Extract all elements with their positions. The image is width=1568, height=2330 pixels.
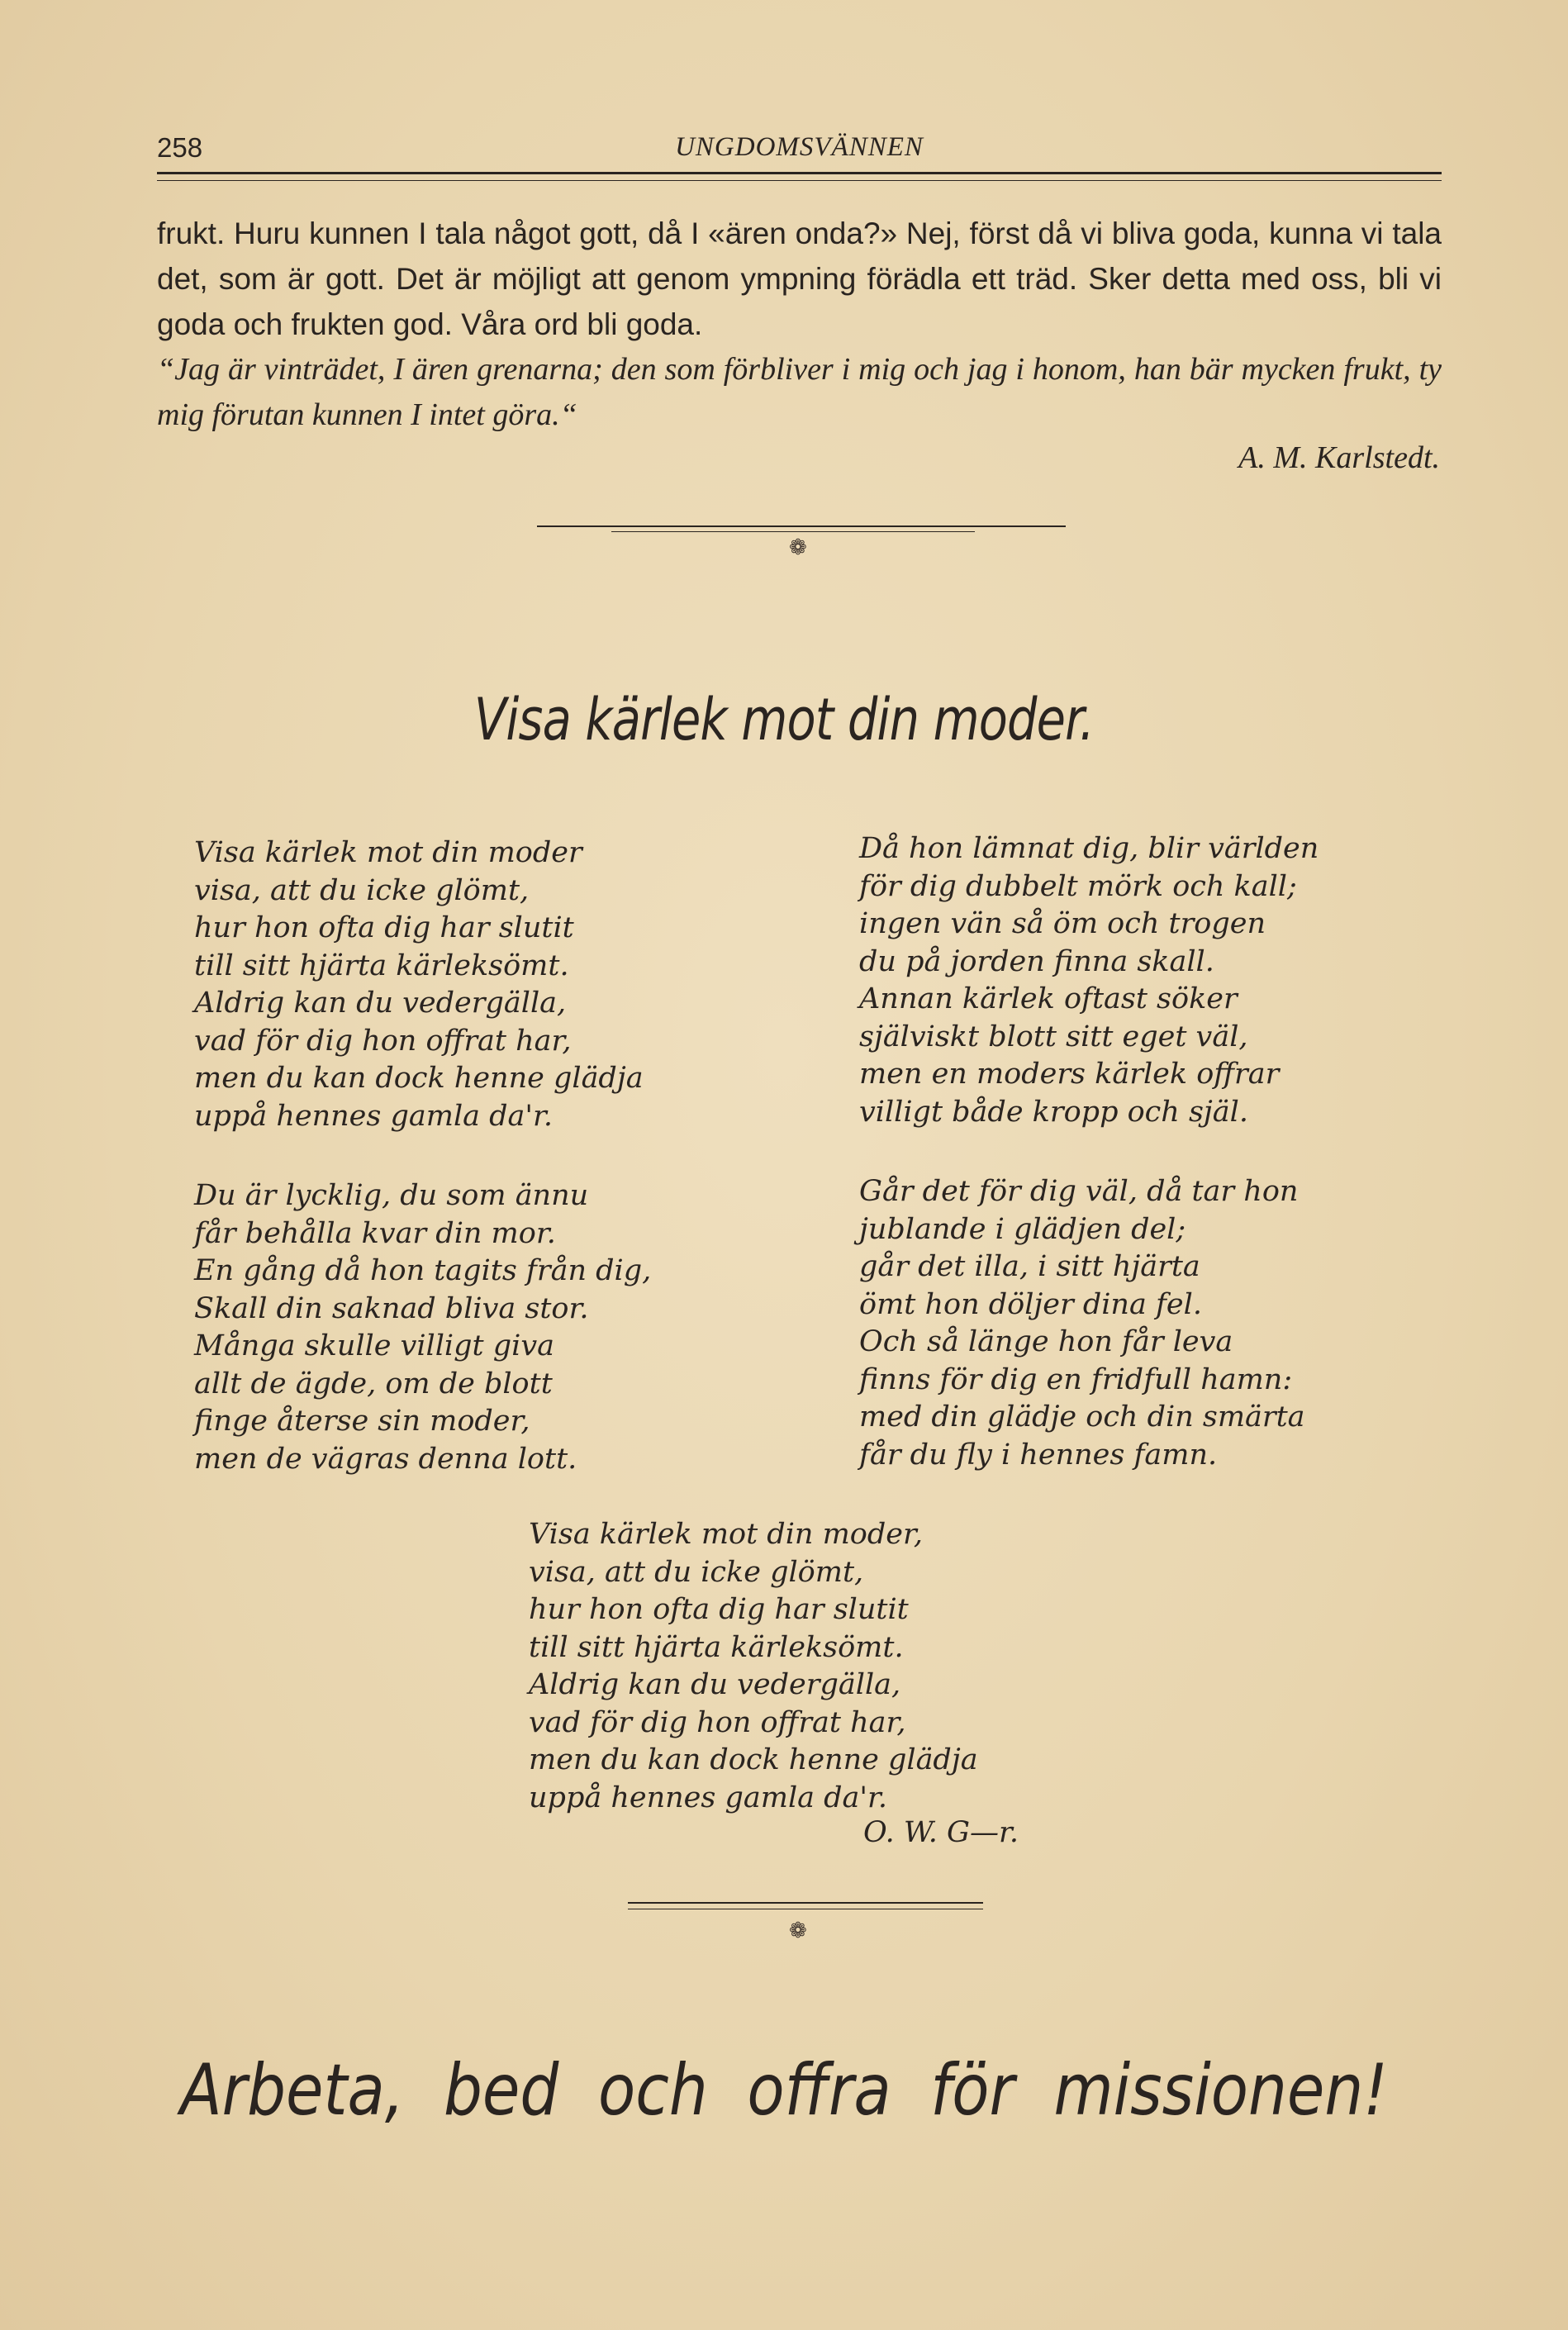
poem-line: En gång då hon tagits från dig, (194, 1254, 652, 1287)
poem-line: Annan kärlek oftast söker (859, 982, 1238, 1015)
poem-title: Visa kärlek mot din moder. (473, 686, 1095, 754)
poem-line: vad för dig hon offrat har, (529, 1705, 906, 1739)
poem-line: vad för dig hon offrat har, (194, 1024, 572, 1058)
poem-line: ingen vän så öm och trogen (859, 907, 1266, 940)
poem-line: hur hon ofta dig har slutit (529, 1593, 909, 1626)
poem-signature: O. W. G—r. (863, 1816, 1019, 1849)
poem-line: men du kan dock henne glädja (194, 1062, 644, 1095)
poem-stanza (194, 835, 644, 1135)
prose-body: frukt. Huru kunnen I tala något gott, då I «ären onda?» Nej, först då vi bliva goda, kunna vi tala det, som är gott. Det är möjligt att genom ympning förädla ett träd. Sker detta med oss, bli vi goda och frukten god. Våra ord bli goda. (157, 216, 1442, 341)
poem-line: får behålla kvar din mor. (194, 1216, 556, 1250)
prose-signature: A. M. Karlstedt. (1238, 440, 1440, 475)
poem-line: till sitt hjärta kärleksömt. (194, 949, 569, 982)
header-rule-thick (157, 172, 1442, 174)
section-divider (537, 525, 1066, 527)
poem-line: men du kan dock henne glädja (529, 1743, 978, 1776)
poem-line: Går det för dig väl, då tar hon (859, 1175, 1299, 1208)
poem-line: villigt både kropp och själ. (859, 1095, 1248, 1129)
page-header (157, 132, 1442, 172)
running-title: UNGDOMSVÄNNEN (675, 132, 924, 162)
poem-line: visa, att du icke glömt, (194, 873, 530, 907)
section-divider-thin (611, 531, 975, 532)
poem-line: Och så länge hon får leva (859, 1325, 1233, 1358)
section-divider (628, 1902, 983, 1904)
prose-quote: “Jag är vinträdet, I ären grenarna; den som förbliver i mig och jag i honom, han bär mycken frukt, ty mig förutan kunnen I intet göra.“ (157, 352, 1442, 432)
poem-line: men en moders kärlek offrar (859, 1058, 1280, 1091)
poem-line: till sitt hjärta kärleksömt. (529, 1630, 904, 1664)
poem-line: med din glädje och din smärta (859, 1400, 1305, 1434)
poem-line: Aldrig kan du vedergälla, (194, 987, 567, 1020)
poem-line: får du fly i hennes famn. (859, 1438, 1218, 1472)
header-rule-thin (157, 180, 1442, 181)
poem-line: ömt hon döljer dina fel. (859, 1287, 1202, 1321)
poem-line: Visa kärlek mot din moder, (529, 1518, 923, 1551)
poem-line: Skall din saknad bliva stor. (194, 1291, 589, 1325)
poem-line: men de vägras denna lott. (194, 1442, 577, 1476)
poem-line: finge återse sin moder, (194, 1405, 530, 1438)
poem-line: Visa kärlek mot din moder (194, 836, 582, 869)
poem-line: Du är lycklig, du som ännu (194, 1179, 589, 1212)
flower-ornament-icon: ❁ (789, 1919, 807, 1942)
poem-line: hur hon ofta dig har slutit (194, 911, 574, 944)
poem-line: för dig dubbelt mörk och kall; (859, 869, 1297, 903)
poem-stanza (859, 1173, 1305, 1474)
poem-line: finns för dig en fridfull hamn: (859, 1362, 1293, 1396)
poem-line: Då hon lämnat dig, blir världen (859, 832, 1319, 865)
page-number: 258 (157, 132, 203, 163)
poem-line: jublande i glädjen del; (859, 1212, 1186, 1246)
poem-line: visa, att du icke glömt, (529, 1555, 864, 1589)
poem-line: Många skulle villigt giva (194, 1329, 554, 1362)
poem-stanza (859, 830, 1319, 1131)
poem-line: går det illa, i sitt hjärta (859, 1250, 1200, 1283)
poem-line: allt de ägde, om de blott (194, 1367, 553, 1400)
poem-stanza (529, 1516, 978, 1817)
flower-ornament-icon: ❁ (789, 535, 807, 559)
poem-line: själviskt blott sitt eget väl, (859, 1020, 1248, 1053)
poem-line: uppå hennes gamla da'r. (194, 1099, 554, 1133)
poem-stanza (194, 1177, 651, 1478)
mission-slogan: Arbeta, bed och offra för missionen! (180, 2049, 1388, 2132)
poem-line: Aldrig kan du vedergälla, (529, 1668, 901, 1701)
prose-article (157, 211, 1442, 438)
poem-line: uppå hennes gamla da'r. (529, 1781, 888, 1814)
poem-line: du på jorden finna skall. (859, 944, 1214, 978)
